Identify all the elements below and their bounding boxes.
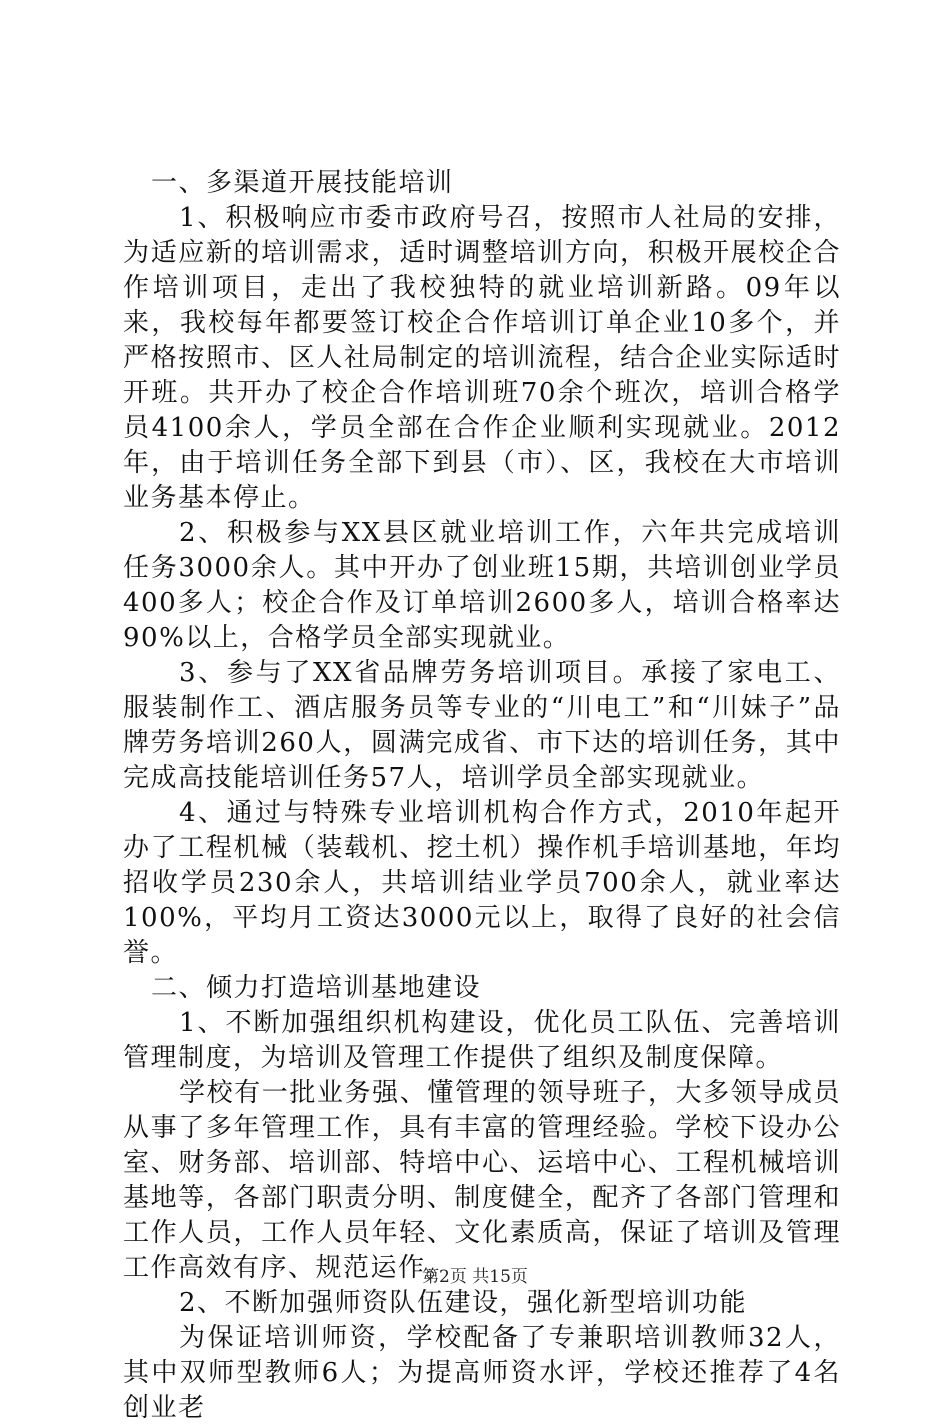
section-heading: 一、多渠道开展技能培训: [151, 168, 454, 198]
paragraph: 2、不断加强师资队伍建设，强化新型培训功能: [179, 1288, 748, 1318]
section-heading: 二、倾力打造培训基地建设: [151, 973, 482, 1003]
paragraph: 3、参与了XX省品牌劳务培训项目。承接了家电工、服装制作工、酒店服务员等专业的“川电工”和“川妹子”品牌劳务培训260人，圆满完成省、市下达的培训任务，其中完成高技能培训任务57人，培训学员全部实现就业。: [123, 658, 841, 793]
paragraph: 学校有一批业务强、懂管理的领导班子，大多领导成员从事了多年管理工作，具有丰富的管理经验。学校下设办公室、财务部、培训部、特培中心、运培中心、工程机械培训基地等，各部门职责分明、制度健全，配齐了各部门管理和工作人员，工作人员年轻、文化素质高，保证了培训及管理工作高效有序、规范运作。: [123, 1078, 841, 1283]
document-body: [123, 166, 841, 1426]
paragraph: 1、积极响应市委市政府号召，按照市人社局的安排，为适应新的培训需求，适时调整培训方向，积极开展校企合作培训项目，走出了我校独特的就业培训新路。09年以来，我校每年都要签订校企合作培训订单企业10多个，并严格按照市、区人社局制定的培训流程，结合企业实际适时开班。共开办了校企合作培训班70余个班次，培训合格学员4100余人，学员全部在合作企业顺利实现就业。2012年，由于培训任务全部下到县（市）、区，我校在大市培训业务基本停止。: [123, 203, 841, 513]
page-number-footer: 第2页 共15页: [422, 1267, 528, 1287]
paragraph: 2、积极参与XX县区就业培训工作，六年共完成培训任务3000余人。其中开办了创业班15期，共培训创业学员400多人；校企合作及订单培训2600多人，培训合格率达90%以上，合格学员全部实现就业。: [123, 518, 841, 653]
paragraph: 1、不断加强组织机构建设，优化员工队伍、完善培训管理制度，为培训及管理工作提供了组织及制度保障。: [123, 1008, 841, 1073]
paragraph: 4、通过与特殊专业培训机构合作方式，2010年起开办了工程机械（装载机、挖土机）操作机手培训基地，年均招收学员230余人，共培训结业学员700余人，就业率达100%，平均月工资达3000元以上，取得了良好的社会信誉。: [123, 798, 841, 968]
paragraph: 为保证培训师资，学校配备了专兼职培训教师32人，其中双师型教师6人；为提高师资水评，学校还推荐了4名创业老: [123, 1323, 841, 1423]
